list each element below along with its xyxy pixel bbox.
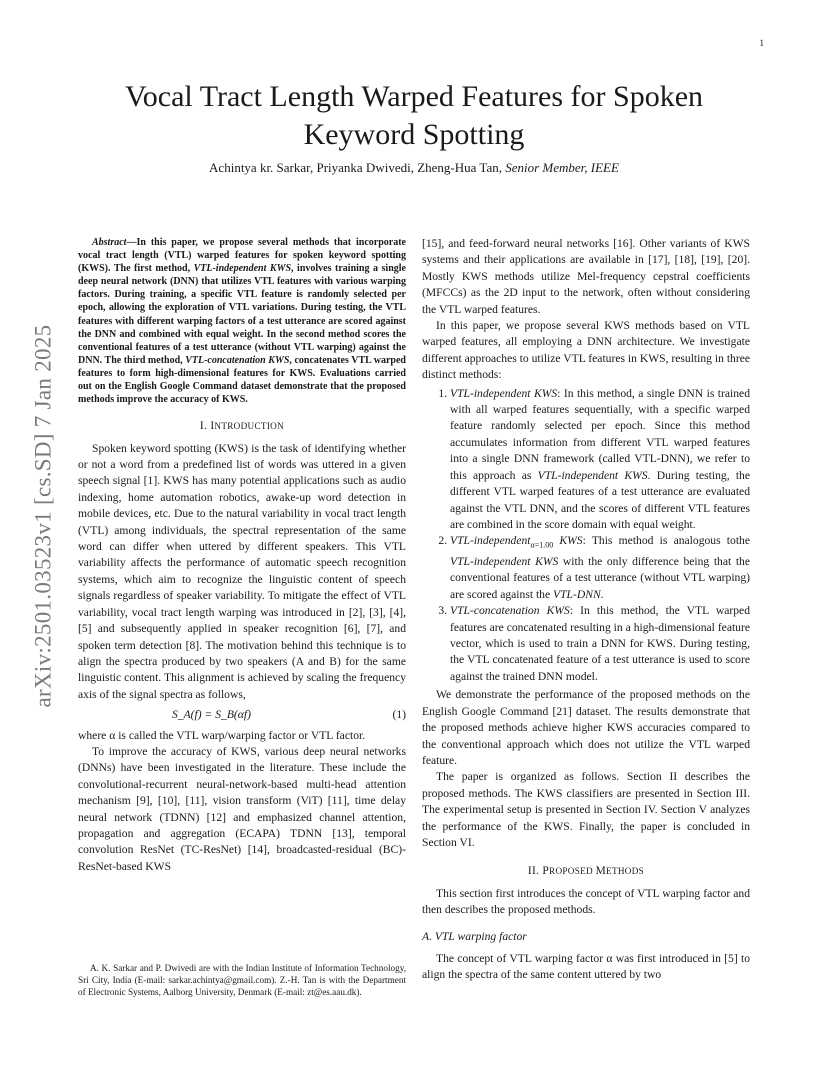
abstract — [78, 236, 406, 406]
arxiv-stamp-text: arXiv:2501.03523v1 [cs.SD] 7 Jan 2025 — [30, 324, 55, 708]
list-item: 2. VTL-independent$_{\alpha=1.00}$ KWS: This method is analogous tothe VTL-independent KWS with the only difference being that the conventional features of a test utterance (without VTL warping) are scored against the VTL-DNN. — [450, 533, 750, 603]
right-paragraph-1: [15], and feed-forward neural networks [16]. Other variants of KWS systems and their applications are available in [17], [18], [19], [20]. Mostly KWS methods utilize Mel-frequency cepstral coefficients (MFCCs) as the 2D input to the network, often without considering the VTL warped features. — [422, 237, 750, 316]
paper-title — [70, 78, 758, 154]
abstract-method-1: VTL-independent KWS — [193, 263, 292, 275]
right-paragraph-2: In this paper, we propose several KWS methods based on VTL warped features, all employing a DNN architecture. We investigate different approaches to utilize VTL features in KWS, resulting in three distinct methods: — [422, 319, 750, 382]
arxiv-stamp — [28, 276, 58, 756]
equation-1 — [78, 707, 406, 723]
abstract-method-3: VTL-concatenation KWS — [185, 354, 290, 366]
abstract-part-2: , involves training a single deep neural network (DNN) that utilizes VTL features with various warping factors. During training, a specific VTL feature is randomly selected per epoch, allowing the exploration of VTL variations. During testing, the VTL features with different warping factors of a test utterance are scored against the DNN and combined with equal weight. In the second method scores the conventional features of a test utterance (without VTL warping) against the DNN. The third method, — [78, 263, 406, 366]
left-column — [78, 236, 406, 875]
list-item: 1. VTL-independent KWS: In this method, a single DNN is trained with all warped features sequentially, with a specific warped feature randomly selected per epoch. Since this method accumulates information from different VTL warped features into a single DNN framework (called VTL-DNN), we refer to this approach as VTL-independent KWS. During testing, the different VTL warped features of a test utterance are evaluated against the VTL DNN, and the scores of different VTL features are combined in the score domain with equal weight. — [450, 386, 750, 534]
subsection-a-paragraph-1: The concept of VTL warping factor α was first introduced in [5] to align the spectra of the same content uttered by two — [422, 951, 750, 982]
section2-paragraph-1: This section first introduces the concept of VTL warping factor and then describes the proposed methods. — [422, 886, 750, 917]
page-number: 1 — [759, 38, 764, 48]
footnote-affiliations: A. K. Sarkar and P. Dwivedi are with the Indian Institute of Information Technology, Sri City, India (E-mail: sarkar.achintya@gmail.com). Z.-H. Tan is with the Department of Electronic Systems, Aalborg University, Denmark (E-mail: zt@es.aau.dk). — [78, 963, 406, 997]
intro-paragraph-1: Spoken keyword spotting (KWS) is the task of identifying whether or not a word from a predefined list of words was uttered in a given speech signal [1]. KWS has many potential applications such as audio indexing, home automation robotics, awake-up word detection in mobile devices, etc. Due to the natural variability in vocal tract length (VTL) among individuals, the spectral representation of the same word can differ when uttered by different speakers. This VTL variability affects the performance of automatic speech recognition systems, which aim to recognize the linguistic content of speech signals regardless of speaker variability. To mitigate the effect of VTL variability, vocal tract length warping was introduced in [2], [3], [4], [5] and subsequently applied in speaker recognition [6], [7], and spoken term detection [8]. The motivation behind this technique is to align the spectra produced by two speakers (A and B) for the same linguistic content. This alignment is achieved by scaling the frequency axis of the signal spectra as follows, — [78, 441, 406, 701]
abstract-dash: — — [126, 237, 137, 248]
title-line-2: Keyword Spotting — [303, 118, 525, 151]
equation-number: (1) — [392, 708, 406, 722]
equation-explanation: where α is called the VTL warp/warping factor or VTL factor. — [78, 728, 366, 742]
author-role: Senior Member, IEEE — [505, 160, 619, 175]
method-list — [422, 386, 750, 686]
list-item: 3. VTL-concatenation KWS: In this method, the VTL warped features are concatenated resulting in a high-dimensional feature vector, which is used to train a DNN for KWS. During testing, the VTL concatenated feature of a test utterance is used to score against the trained DNN model. — [450, 603, 750, 685]
abstract-label: Abstract — [92, 237, 127, 248]
section-heading-proposed-methods: II. PROPOSED METHODS — [527, 865, 645, 878]
subsection-heading-vtl-warping-factor: A. VTL warping factor — [422, 929, 527, 943]
author-names: Achintya kr. Sarkar, Priyanka Dwivedi, Zheng-Hua Tan, — [209, 160, 502, 175]
section-heading-introduction: I. INTRODUCTION — [199, 420, 285, 433]
equation-text: S_A(f) = S_B(αf) — [172, 708, 251, 722]
abstract-part-3: , concatenates VTL warped features to form high-dimensional features for KWS. Evaluations carried out on the English Google Command dataset demonstrate that the proposed methods improve the accuracy of KWS. — [78, 354, 406, 406]
intro-paragraph-2: To improve the accuracy of KWS, various deep neural networks (DNNs) have been investigated in the literature. These include the convolutional-recurrent neural-network-based multi-head attention mechanism [9], [10], [11], vision transform (ViT) [11], time delay neural network (TDNN) [12] and emphasized channel attention, propagation and aggregation (ECAPA) TDNN [13], temporal convolution ResNet (TC-ResNet) [14], broadcasted-residual (BC)-ResNet-based KWS — [78, 744, 406, 873]
right-paragraph-3: We demonstrate the performance of the proposed methods on the English Google Command [21] dataset. The results demonstrate that the proposed methods achieve higher KWS accuracies compared to the conventional approach which does not utilize the VTL warped feature. — [422, 688, 750, 767]
right-column — [422, 236, 750, 984]
title-line-1: Vocal Tract Length Warped Features for Spoken — [124, 80, 704, 113]
abstract-part-1: In this paper, we propose several methods that incorporate vocal tract length (VTL) warped features for spoken keyword spotting (KWS). The first method, — [78, 237, 406, 275]
authors — [70, 160, 758, 176]
right-paragraph-4: The paper is organized as follows. Section II describes the proposed methods. The KWS classifiers are presented in Section III. The experimental setup is presented in Section IV. Section V analyzes the performance of the KWS. Finally, the paper is concluded in Section VI. — [422, 770, 750, 849]
